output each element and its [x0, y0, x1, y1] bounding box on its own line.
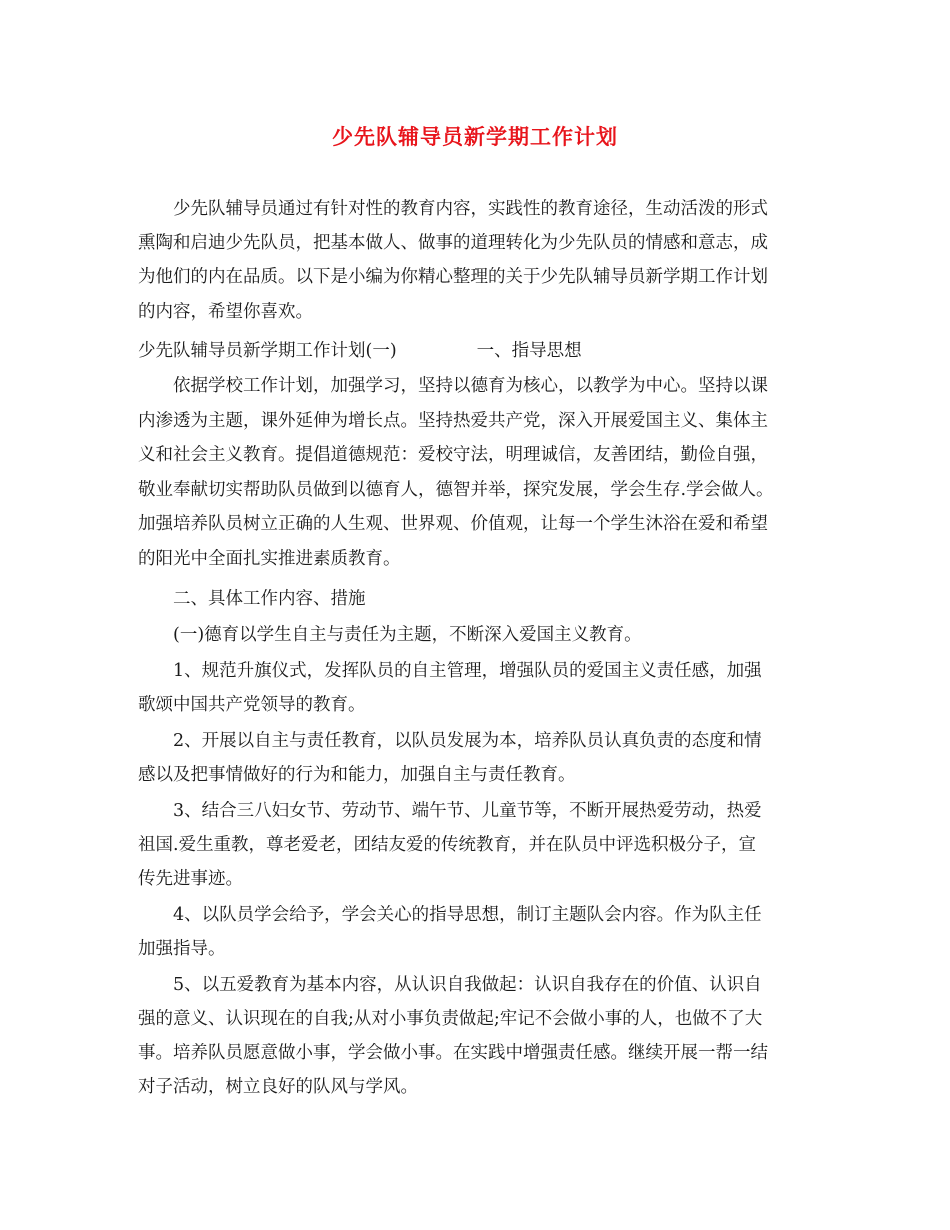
paragraph-line: 的内容，希望你喜欢。: [138, 302, 313, 322]
paragraph-line: 少先队辅导员通过有针对性的教育内容，实践性的教育途径，生动活泼的形式: [173, 199, 768, 219]
paragraph-line: 祖国.爱生重教，尊老爱老，团结友爱的传统教育，并在队员中评选积极分子，宣: [138, 835, 757, 855]
paragraph-line: 熏陶和启迪少先队员，把基本做人、做事的道理转化为少先队员的情感和意志，成: [138, 233, 768, 253]
paragraph-line: 敬业奉献切实帮助队员做到以德育人，德智并举，探究发展，学会生存.学会做人。: [138, 480, 774, 500]
paragraph-line: 歌颂中国共产党领导的教育。: [138, 695, 366, 715]
paragraph-line: 1、规范升旗仪式，发挥队员的自主管理，增强队员的爱国主义责任感，加强: [173, 661, 762, 681]
paragraph-line: 感以及把事情做好的行为和能力，加强自主与责任教育。: [138, 765, 576, 785]
paragraph-line: 2、开展以自主与责任教育，以队员发展为本，培养队员认真负责的态度和情: [173, 731, 762, 751]
paragraph-line: 的阳光中全面扎实推进素质教育。: [138, 549, 401, 569]
document-title: 少先队辅导员新学期工作计划: [332, 124, 618, 149]
paragraph-line: 5、以五爱教育为基本内容，从认识自我做起：认识自我存在的价值、认识自: [173, 975, 762, 995]
section-heading: 二、具体工作内容、措施: [173, 589, 366, 609]
paragraph-line: 加强培养队员树立正确的人生观、世界观、价值观，让每一个学生沐浴在爱和希望: [138, 514, 768, 534]
paragraph-line: 3、结合三八妇女节、劳动节、端午节、儿童节等，不断开展热爱劳动，热爱: [173, 801, 762, 821]
subsection-heading: (一)德育以学生自主与责任为主题，不断深入爱国主义教育。: [173, 625, 642, 645]
paragraph-line: 内渗透为主题，课外延伸为增长点。坚持热爱共产党，深入开展爱国主义、集体主: [138, 411, 768, 431]
paragraph-line: 为他们的内在品质。以下是小编为你精心整理的关于少先队辅导员新学期工作计划: [138, 267, 768, 287]
plan-subtitle: 少先队辅导员新学期工作计划(一): [138, 341, 397, 361]
section-heading-line: [138, 339, 582, 363]
paragraph-line: 事。培养队员愿意做小事，学会做小事。在实践中增强责任感。继续开展一帮一结: [138, 1043, 768, 1063]
paragraph-line: 对子活动，树立良好的队风与学风。: [138, 1077, 418, 1097]
paragraph-line: 义和社会主义教育。提倡道德规范：爱校守法，明理诚信，友善团结，勤俭自强，: [138, 445, 768, 465]
paragraph-line: 4、以队员学会给予，学会关心的指导思想，制订主题队会内容。作为队主任: [173, 905, 762, 925]
paragraph-line: 依据学校工作计划，加强学习，坚持以德育为核心，以教学为中心。坚持以课: [173, 376, 768, 396]
paragraph-line: 加强指导。: [138, 939, 226, 959]
paragraph-line: 传先进事迹。: [138, 869, 243, 889]
paragraph-line: 强的意义、认识现在的自我;从对小事负责做起;牢记不会做小事的人，也做不了大: [138, 1009, 763, 1029]
section-heading: 一、指导思想: [476, 341, 582, 361]
